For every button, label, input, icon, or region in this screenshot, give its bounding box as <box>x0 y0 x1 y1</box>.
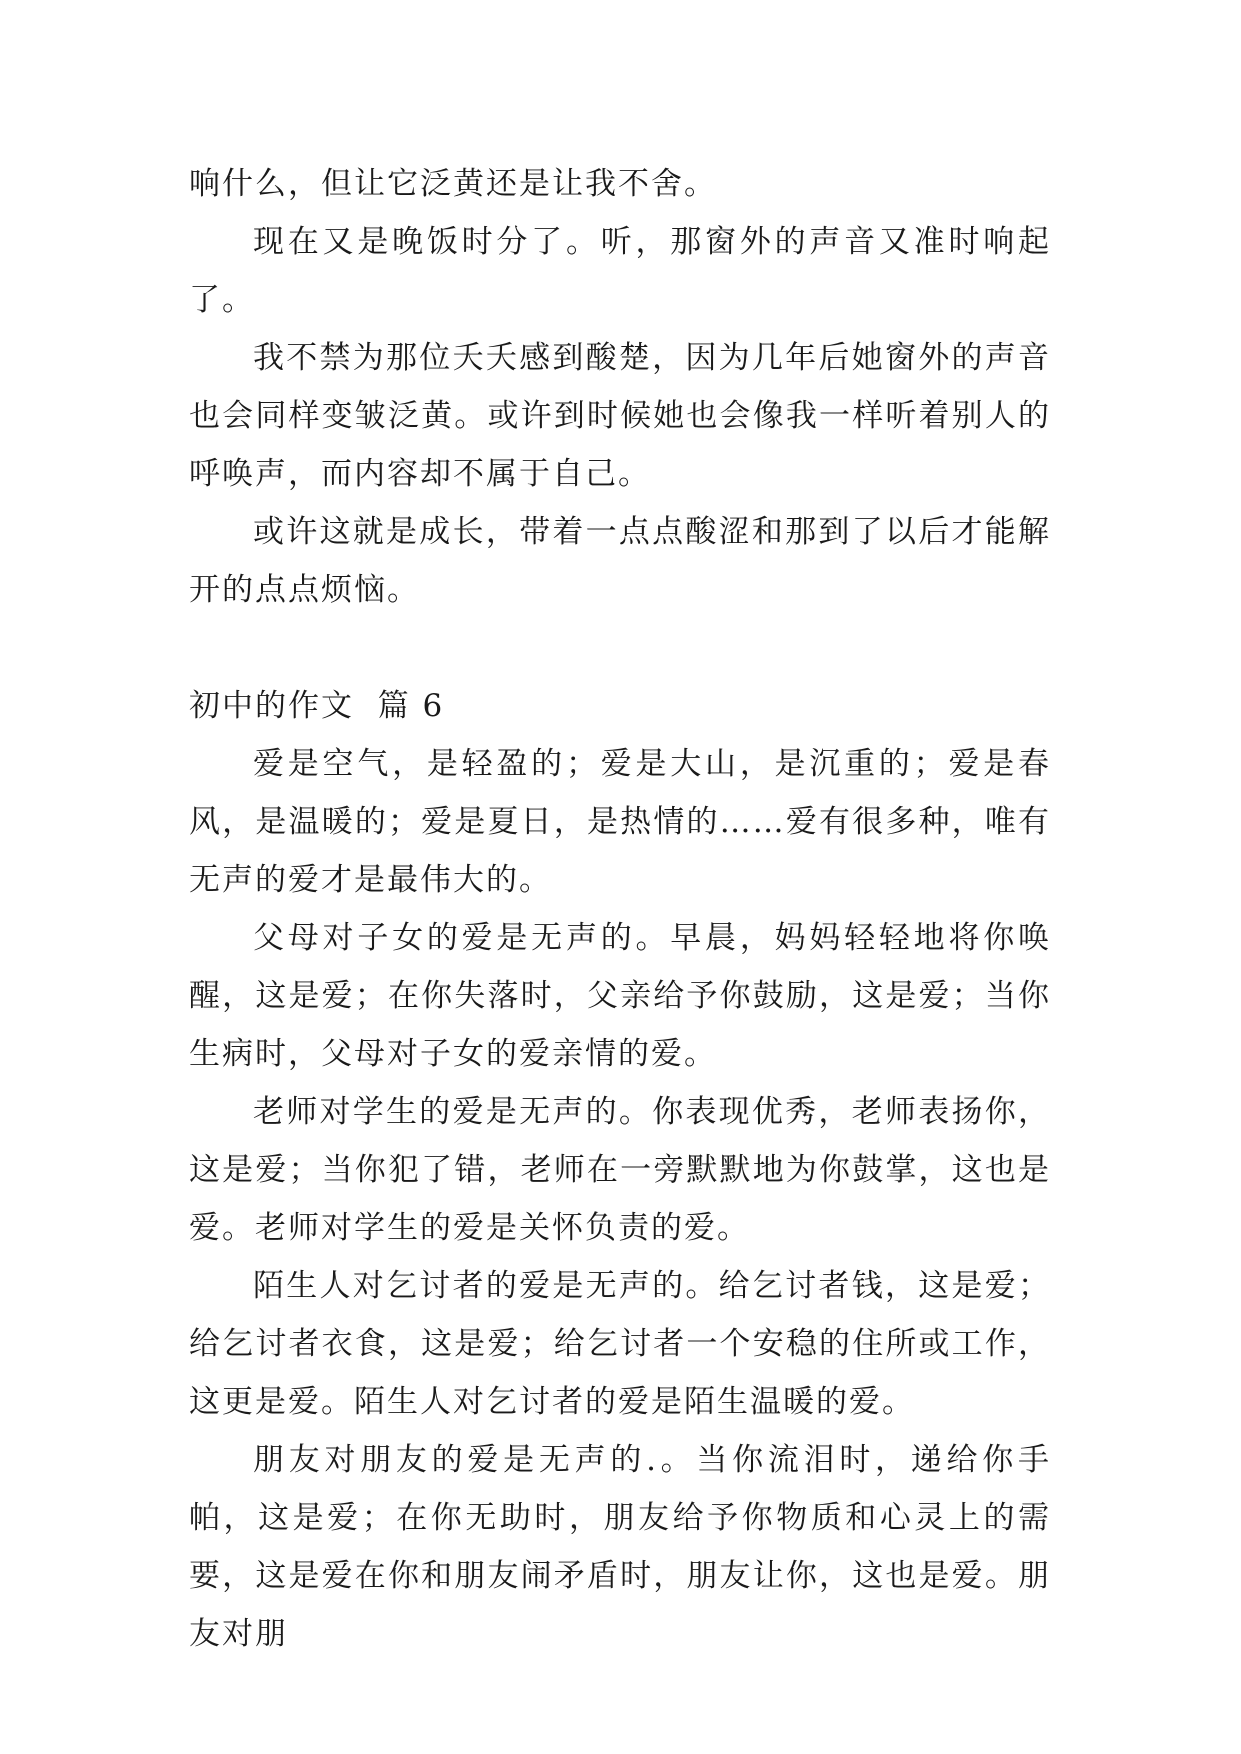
paragraph-continued: 响什么，但让它泛黄还是让我不舍。 <box>189 166 717 202</box>
paragraph: 陌生人对乞讨者的爱是无声的。给乞讨者钱，这是爱；给乞讨者衣食，这是爱；给乞讨者一个安稳的住所或工作，这更是爱。陌生人对乞讨者的爱是陌生温暖的爱。 <box>189 1268 1051 1420</box>
paragraph: 朋友对朋友的爱是无声的.。当你流泪时，递给你手帕，这是爱；在你无助时，朋友给予你物质和心灵上的需要，这是爱在你和朋友闹矛盾时，朋友让你，这也是爱。朋友对朋 <box>189 1442 1051 1652</box>
section-title: 初中的作文 篇 6 <box>189 688 445 724</box>
paragraph: 我不禁为那位夭夭感到酸楚，因为几年后她窗外的声音也会同样变皱泛黄。或许到时候她也会像我一样听着别人的呼唤声，而内容却不属于自己。 <box>189 340 1051 492</box>
paragraph: 或许这就是成长，带着一点点酸涩和那到了以后才能解开的点点烦恼。 <box>189 514 1051 608</box>
document-body <box>189 155 1051 1663</box>
paragraph: 爱是空气，是轻盈的；爱是大山，是沉重的；爱是春风，是温暖的；爱是夏日，是热情的……爱有很多种，唯有无声的爱才是最伟大的。 <box>189 746 1051 898</box>
paragraph: 老师对学生的爱是无声的。你表现优秀，老师表扬你，这是爱；当你犯了错，老师在一旁默默地为你鼓掌，这也是爱。老师对学生的爱是关怀负责的爱。 <box>189 1094 1051 1246</box>
paragraph: 现在又是晚饭时分了。听，那窗外的声音又准时响起了。 <box>189 224 1051 318</box>
paragraph: 父母对子女的爱是无声的。早晨，妈妈轻轻地将你唤醒，这是爱；在你失落时，父亲给予你鼓励，这是爱；当你生病时，父母对子女的爱亲情的爱。 <box>189 920 1051 1072</box>
